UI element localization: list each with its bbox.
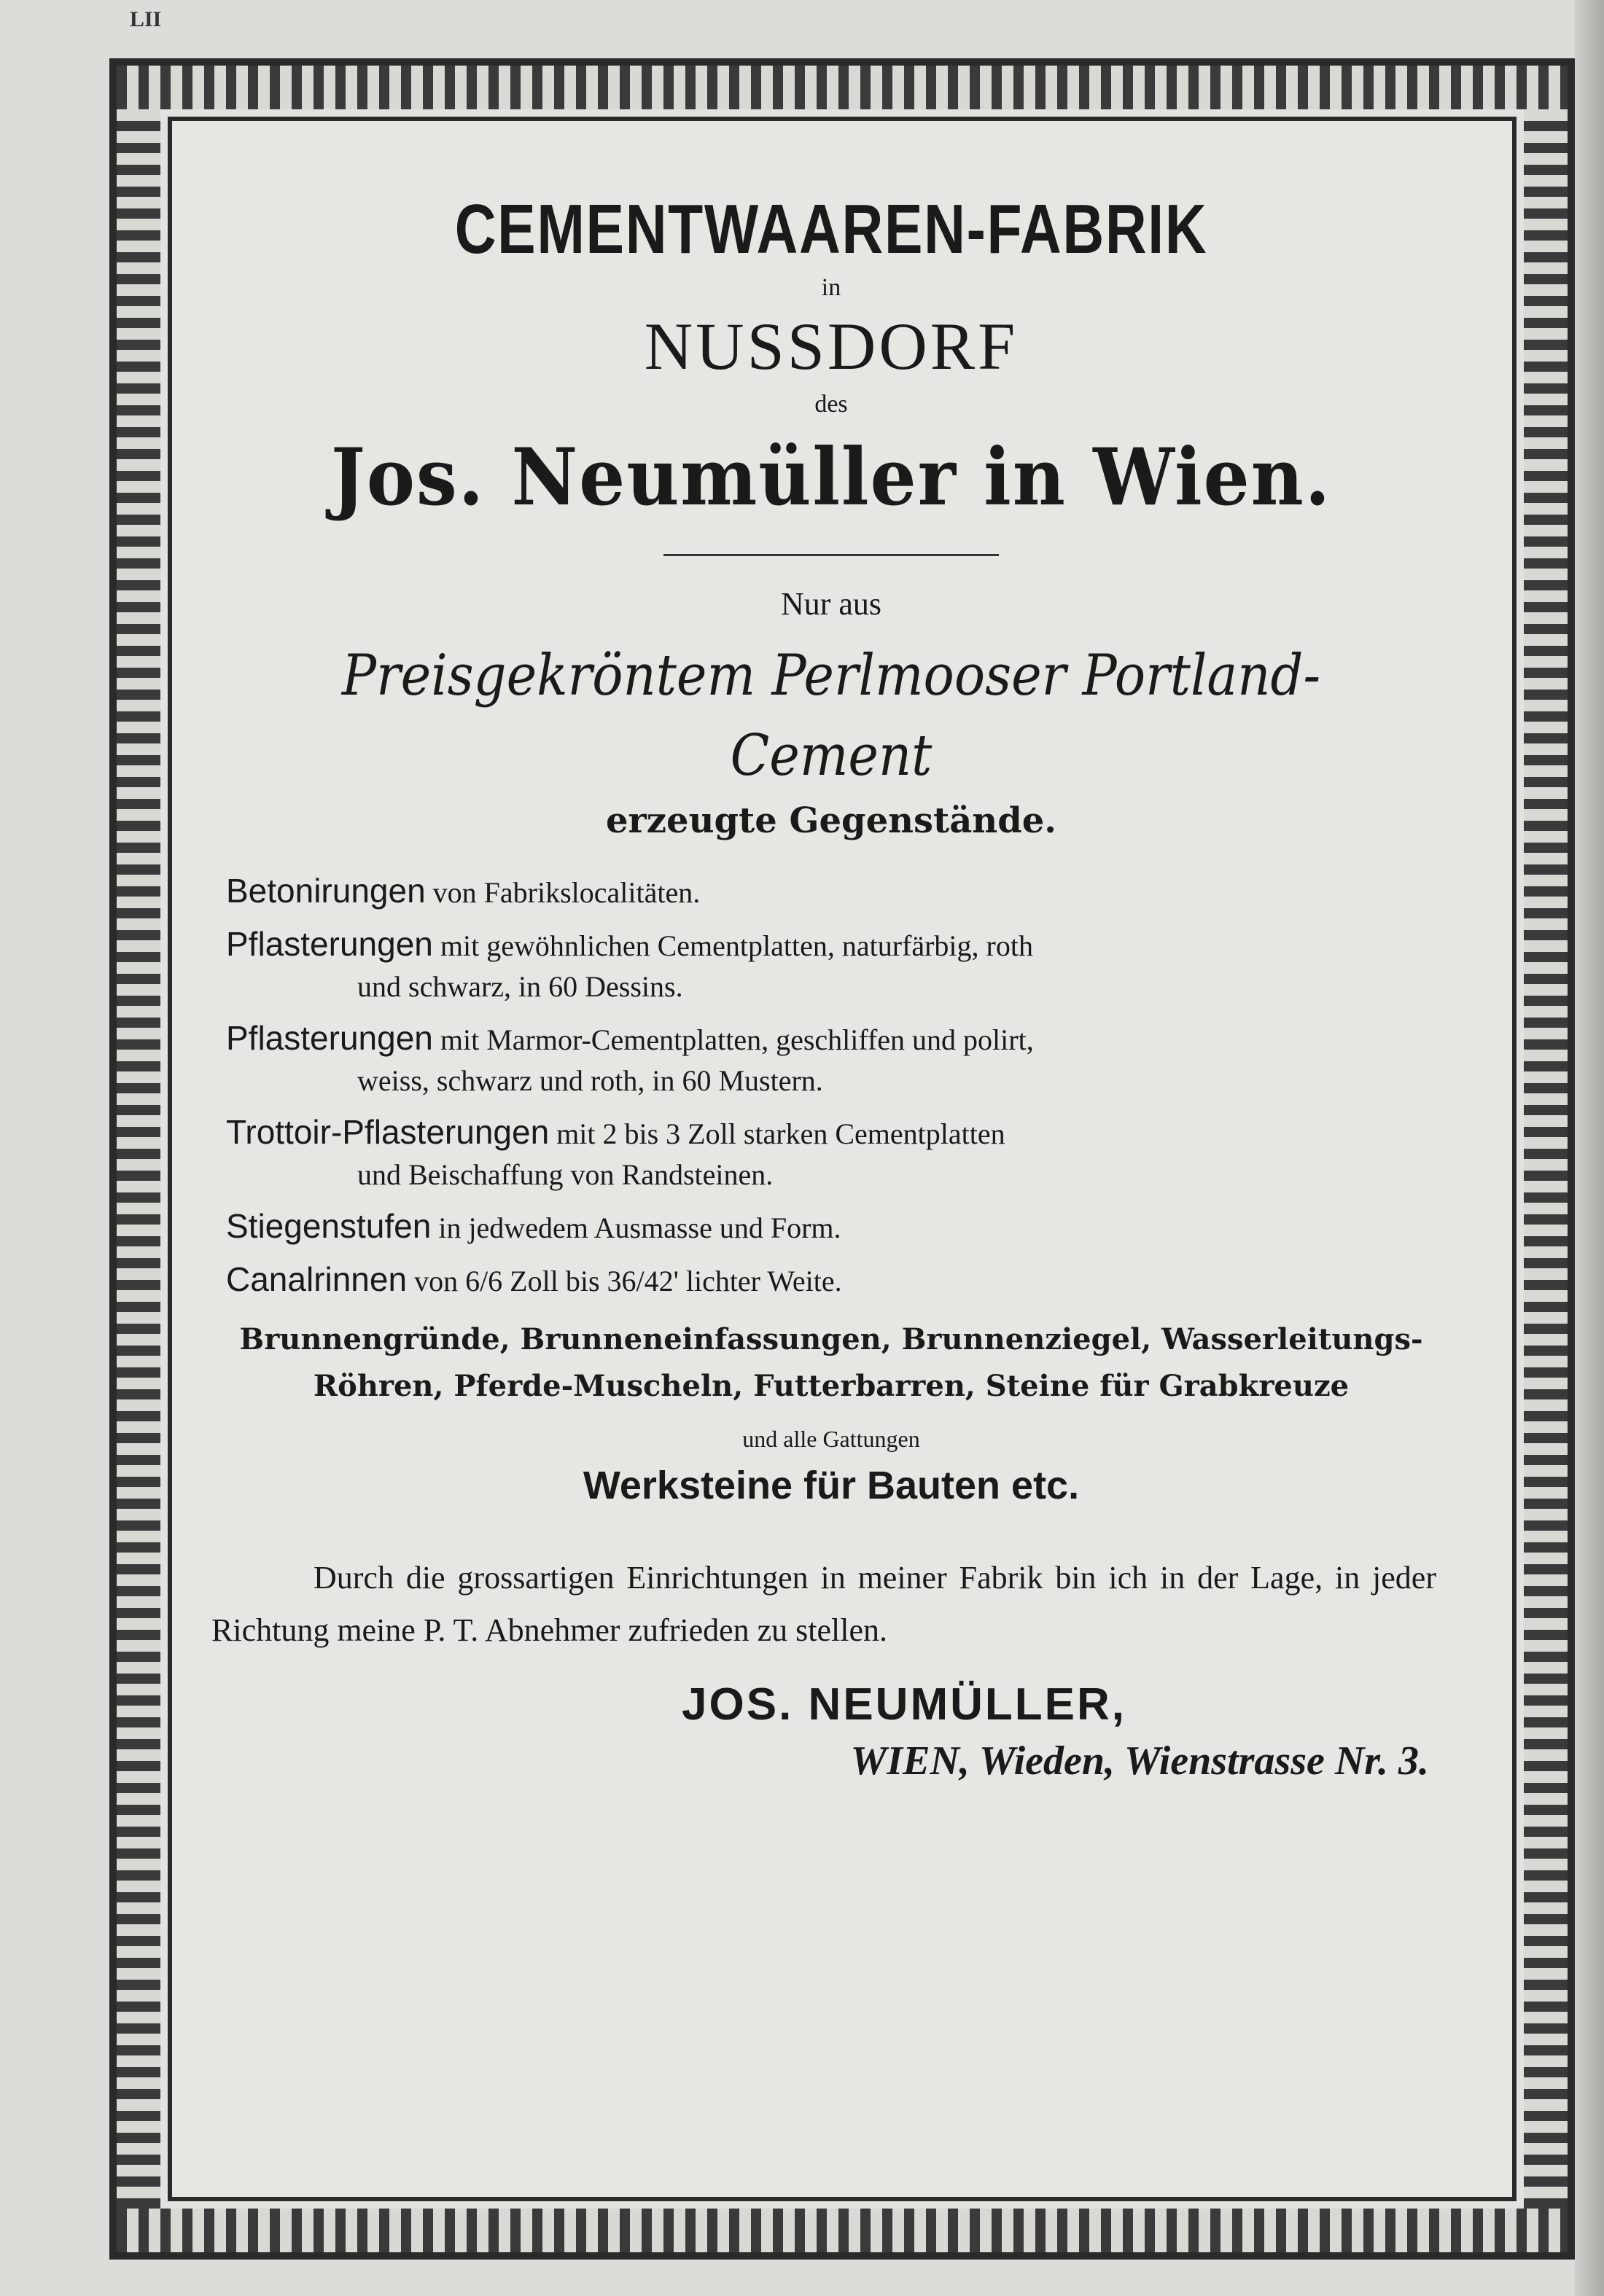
signature: JOS. NEUMÜLLER,: [682, 1679, 1126, 1730]
closing-paragraph: Durch die grossartigen Einrichtungen in meiner Fabrik bin ich in der Lage, in jeder Richtung meine P. T. Abnehmer zufrieden zu stellen.: [211, 1560, 1436, 1648]
erzeugte-line: erzeugte Gegenstände.: [605, 800, 1057, 841]
item-text: mit Marmor-Cementplatten, geschliffen und polirt,: [440, 1023, 1034, 1056]
list-item: [226, 924, 1451, 1007]
list-item: [226, 1206, 1451, 1249]
divider-rule: [663, 554, 999, 556]
advertisement-content: [211, 190, 1451, 1784]
list-item: [226, 870, 1451, 913]
item-keyword: Canalrinnen: [226, 1260, 408, 1298]
item-keyword: Trottoir-Pflasterungen: [226, 1113, 550, 1151]
page-edge: [1575, 0, 1604, 2296]
word-des: des: [814, 391, 848, 418]
item-continuation: und schwarz, in 60 Dessins.: [357, 970, 683, 1003]
gothic-list: [211, 1316, 1451, 1410]
product-list: [226, 870, 1451, 1302]
item-continuation: und Beischaffung von Randsteinen.: [357, 1158, 774, 1191]
item-text: mit gewöhnlichen Cementplatten, naturfärbig, roth: [440, 929, 1033, 962]
list-item: [226, 1259, 1451, 1302]
item-continuation: weiss, schwarz und roth, in 60 Mustern.: [357, 1064, 823, 1097]
item-text: von Fabrikslocalitäten.: [432, 876, 701, 909]
item-keyword: Betonirungen: [226, 872, 426, 910]
item-text: mit 2 bis 3 Zoll starken Cementplatten: [556, 1117, 1005, 1150]
gothic-list-line-1: Brunnengründe, Brunneneinfassungen, Brunnenziegel, Wasserleitungs-: [239, 1322, 1423, 1356]
item-keyword: Stiegenstufen: [226, 1207, 432, 1245]
item-text: in jedwedem Ausmasse und Form.: [438, 1211, 841, 1244]
address: WIEN, Wieden, Wienstrasse Nr. 3.: [850, 1738, 1429, 1784]
list-item: [226, 1112, 1451, 1195]
page-number: LII: [130, 7, 162, 31]
list-item: [226, 1018, 1451, 1101]
gothic-list-line-2: Röhren, Pferde-Muscheln, Futterbarren, Steine für Grabkreuze: [313, 1369, 1350, 1403]
und-alle: und alle Gattungen: [742, 1426, 920, 1452]
word-in: in: [821, 274, 841, 301]
item-text: von 6/6 Zoll bis 36/42' lichter Weite.: [414, 1265, 842, 1297]
item-keyword: Pflasterungen: [226, 925, 433, 963]
town-name: NUSSDORF: [644, 309, 1019, 383]
nur-aus: Nur aus: [780, 586, 882, 622]
firm-name: Jos. Neumüller in Wien.: [330, 432, 1332, 523]
ad-title: CEMENTWAAREN-FABRIK: [454, 190, 1208, 268]
product-line: Preisgekröntem Perlmooser Portland-Cement: [341, 643, 1321, 789]
item-keyword: Pflasterungen: [226, 1019, 433, 1057]
werksteine-line: Werksteine für Bauten etc.: [583, 1464, 1080, 1507]
